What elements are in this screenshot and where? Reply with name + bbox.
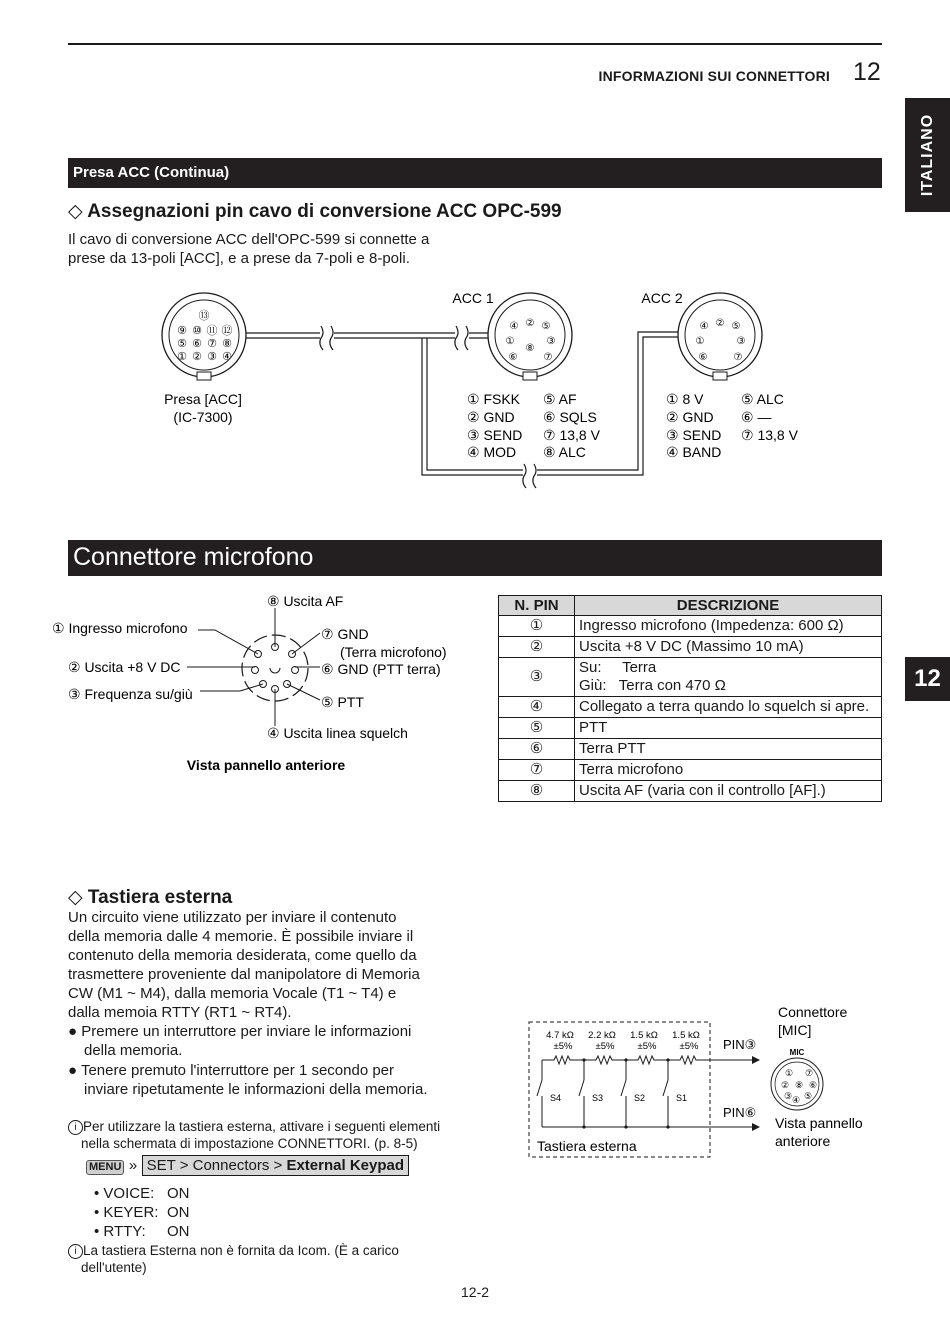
switch-label: S4 [550,1093,562,1103]
conn-caption: Vista pannello [775,1115,863,1131]
bullet-line: inviare ripetutamente le informazioni della memoria. [84,1081,428,1098]
para-line: Un circuito viene utilizzato per inviare il contenuto [68,909,397,926]
acc13-pin: ⑤ [177,338,187,350]
para-line: CW (M1 ~ M4), dalla memoria Vocale (T1 ~ T4) e [68,985,397,1002]
menu-separator: » [128,1157,138,1174]
table-row [499,760,882,781]
pin-cell: ④ [499,697,575,718]
menu-path [86,1155,409,1176]
conn-mic-label: MIC [789,1048,805,1057]
svg-text:⑦: ⑦ [733,352,743,363]
para-line: contenuto della memoria desiderata, come quello da [68,947,417,964]
acc13-pin: ② [192,351,202,363]
acc2-pin-label: ③ SEND [666,427,722,443]
chapter-tab: 12 [905,657,950,701]
mic-label-pin5: ⑤ PTT [321,694,364,710]
setting-value: ON [167,1185,190,1202]
acc-heading [68,200,562,223]
resistor-tol: ±5% [595,1041,615,1052]
acc13-connector [162,293,246,380]
svg-text:⑦: ⑦ [804,1068,814,1078]
mic-label-pin7b: (Terra microfono) [340,644,447,660]
svg-text:②: ② [715,318,725,329]
acc1-pin-label: ⑥ SQLS [543,409,597,425]
acc13-pin: ④ [222,351,232,363]
svg-text:③: ③ [736,336,746,347]
acc13-pin: ⑬ [198,310,210,322]
svg-text:④: ④ [791,1095,801,1105]
resistor-tol: ±5% [679,1041,699,1052]
resistor-value: 1.5 kΩ [630,1030,658,1041]
svg-text:④: ④ [699,321,709,332]
acc13-label: Presa [ACC] [164,391,242,407]
para-line: trasmettere proveniente dal manipolatore di Memoria [68,966,420,983]
acc1-pin-label: ④ MOD [467,444,517,460]
conn-caption: anteriore [775,1133,831,1149]
bullet-item [68,1022,411,1060]
mic-pin-table [498,595,882,802]
acc-section-bar: Presa ACC (Continua) [68,158,882,188]
acc13-label: (IC-7300) [173,409,233,425]
acc2-pin-label: ① 8 V [666,391,704,407]
resistor-value: 1.5 kΩ [672,1030,700,1041]
table-row [499,781,882,802]
menu-path-box [142,1155,409,1176]
acc2-title: ACC 2 [641,290,683,306]
mic-label-pin2: ② Uscita +8 V DC [68,659,181,675]
desc-cell: Terra PTT [575,739,882,760]
desc-line: Giù: Terra con 470 Ω [579,677,726,694]
desc-cell [575,658,882,697]
acc-cable-diagram [0,280,900,500]
mic-label-pin6: ⑥ GND (PTT terra) [321,661,441,677]
language-tab-label: ITALIANO [918,113,936,197]
acc1-pin-label: ⑧ ALC [543,444,586,460]
acc13-pin: ⑪ [206,325,218,337]
desc-cell: Terra microfono [575,760,882,781]
table-row [499,616,882,637]
acc13-pin: ⑩ [192,325,202,337]
diamond-icon: ◇ [68,887,83,908]
mic-label-pin3: ③ Frequenza su/giù [68,686,193,702]
language-tab [905,98,950,212]
svg-text:①: ① [695,336,705,347]
resistor-value: 4.7 kΩ [546,1030,574,1041]
mic-section-bar: Connettore microfono [68,540,882,576]
svg-text:④: ④ [509,321,519,332]
note-line: dell'utente) [81,1260,147,1275]
acc2-pin-label: ⑥ — [741,409,772,425]
svg-text:⑧: ⑧ [794,1080,804,1090]
setting-name: • RTTY: [94,1223,146,1240]
svg-text:③: ③ [783,1091,793,1101]
bullet-icon: ● [68,1023,78,1040]
note-line: nella schermata di impostazione CONNETTORI. (p. 8-5) [81,1136,418,1151]
bullet-item [68,1061,428,1099]
pin-cell: ⑤ [499,718,575,739]
note-line: Per utilizzare la tastiera esterna, attivare i seguenti elementi [83,1119,441,1134]
mic-small-connector [771,1048,823,1110]
switch-label: S1 [676,1093,688,1103]
conn-title: [MIC] [778,1022,812,1038]
acc-intro-line: Il cavo di conversione ACC dell'OPC-599 si connette a [68,231,430,248]
table-row [499,637,882,658]
resistor-value: 2.2 kΩ [588,1030,616,1041]
note-2 [68,1242,399,1276]
acc1-pin-label: ③ SEND [467,427,523,443]
acc13-pin: ① [177,351,187,363]
mic-leader-lines [187,608,320,726]
mic-label-pin1: ① Ingresso microfono [52,620,188,636]
pin3-label: PIN③ [723,1037,757,1052]
mic-connector-diagram [40,588,480,778]
svg-text:①: ① [505,336,515,347]
svg-text:⑤: ⑤ [731,321,741,332]
para-line: dalla memoia RTTY (RT1 ~ RT4). [68,1004,292,1021]
setting-name: • KEYER: [94,1204,159,1221]
svg-text:⑧: ⑧ [525,343,535,354]
acc13-pin: ③ [207,351,217,363]
bullet-line: Premere un interruttore per inviare le informazioni [81,1023,412,1040]
acc-heading-text: Assegnazioni pin cavo di conversione ACC OPC-599 [87,201,562,222]
conn-title: Connettore [778,1004,848,1020]
setting-row [94,1184,190,1203]
bullet-line: Tenere premuto l'interruttore per 1 secondo per [80,1062,395,1079]
acc1-pin-label: ⑦ 13,8 V [543,427,600,443]
mic-diagram-caption: Vista pannello anteriore [186,757,346,773]
setting-value: ON [167,1223,190,1240]
setting-value: ON [167,1204,190,1221]
setting-name: • VOICE: [94,1185,155,1202]
acc13-pin: ⑦ [207,338,217,350]
acc1-connector [452,290,572,380]
menu-path-text: SET > Connectors > [146,1157,287,1174]
col-header-desc: DESCRIZIONE [575,596,882,616]
chapter-number: 12 [853,58,881,86]
info-icon: i [68,1244,83,1259]
svg-text:③: ③ [546,336,556,347]
resistor-labels [546,1030,700,1052]
table-row [499,658,882,697]
cable-lines [246,326,678,488]
info-icon: i [68,1120,83,1135]
mic-label-pin4: ④ Uscita linea squelch [267,725,408,741]
acc13-pin: ⑨ [177,325,187,337]
acc13-pin: ⑧ [222,338,232,350]
svg-text:②: ② [780,1080,790,1090]
resistor-tol: ±5% [553,1041,573,1052]
resistor-tol: ±5% [637,1041,657,1052]
acc2-pin-label: ④ BAND [666,444,722,460]
pin-cell: ① [499,616,575,637]
pin-cell: ⑦ [499,760,575,781]
acc2-pin-label: ② GND [666,409,714,425]
table-row [499,697,882,718]
pin-cell: ⑥ [499,739,575,760]
diamond-icon: ◇ [68,201,83,222]
keypad-paragraph [68,908,420,1022]
switch-label: S3 [592,1093,604,1103]
bullet-line: della memoria. [84,1042,183,1059]
svg-text:⑥: ⑥ [808,1080,818,1090]
table-row [499,718,882,739]
keypad-heading-text: Tastiera esterna [87,887,233,908]
desc-cell: Uscita +8 V DC (Massimo 10 mA) [575,637,882,658]
pin-cell: ③ [499,658,575,697]
acc1-pin-label: ② GND [467,409,515,425]
svg-text:①: ① [784,1068,794,1078]
acc1-pin-label: ⑤ AF [543,391,577,407]
settings-list [94,1184,190,1241]
desc-cell: Ingresso microfono (Impedenza: 600 Ω) [575,616,882,637]
table-row [499,739,882,760]
svg-text:⑥: ⑥ [698,352,708,363]
pin-cell: ⑧ [499,781,575,802]
page-number: 12-2 [461,1284,490,1300]
acc2-connector [641,290,762,380]
menu-key: MENU [86,1160,124,1175]
keypad-heading [68,886,232,909]
setting-row [94,1222,190,1241]
acc-intro [68,230,429,268]
desc-cell: Uscita AF (varia con il controllo [AF].) [575,781,882,802]
acc1-pin-label: ① FSKK [467,391,521,407]
svg-text:⑤: ⑤ [803,1091,813,1101]
svg-text:⑦: ⑦ [543,352,553,363]
desc-line: Su: Terra [579,659,657,676]
keypad-circuit-diagram [520,1000,880,1165]
switch-labels [550,1093,687,1103]
setting-row [94,1203,190,1222]
acc1-title: ACC 1 [452,290,494,306]
acc-intro-line: prese da 13-poli [ACC], e a prese da 7-poli e 8-poli. [68,250,410,267]
note-line: La tastiera Esterna non è fornita da Icom. (È a carico [83,1243,399,1258]
acc2-pin-label: ⑤ ALC [741,391,784,407]
menu-path-item: External Keypad [286,1157,404,1174]
circuit-wires [537,1056,752,1127]
section-title: INFORMAZIONI SUI CONNETTORI [598,68,830,84]
bullet-icon: ● [68,1062,78,1079]
keypad-box-label: Tastiera esterna [537,1138,637,1154]
mic-label-pin7: ⑦ GND [321,626,369,642]
mic-label-pin8: ⑧ Uscita AF [267,593,344,609]
svg-text:②: ② [525,318,535,329]
switch-label: S2 [634,1093,646,1103]
col-header-pin: N. PIN [499,596,575,616]
desc-cell: PTT [575,718,882,739]
svg-text:⑤: ⑤ [541,321,551,332]
acc13-pin: ⑥ [192,338,202,350]
desc-cell: Collegato a terra quando lo squelch si apre. [575,697,882,718]
svg-text:⑥: ⑥ [508,352,518,363]
note-1 [68,1118,440,1152]
pin6-label: PIN⑥ [723,1105,757,1120]
pin-cell: ② [499,637,575,658]
header-rule [68,43,882,45]
acc13-pin: ⑫ [221,325,233,337]
para-line: della memoria dalle 4 memorie. È possibile inviare il [68,928,414,945]
acc2-pin-label: ⑦ 13,8 V [741,427,798,443]
